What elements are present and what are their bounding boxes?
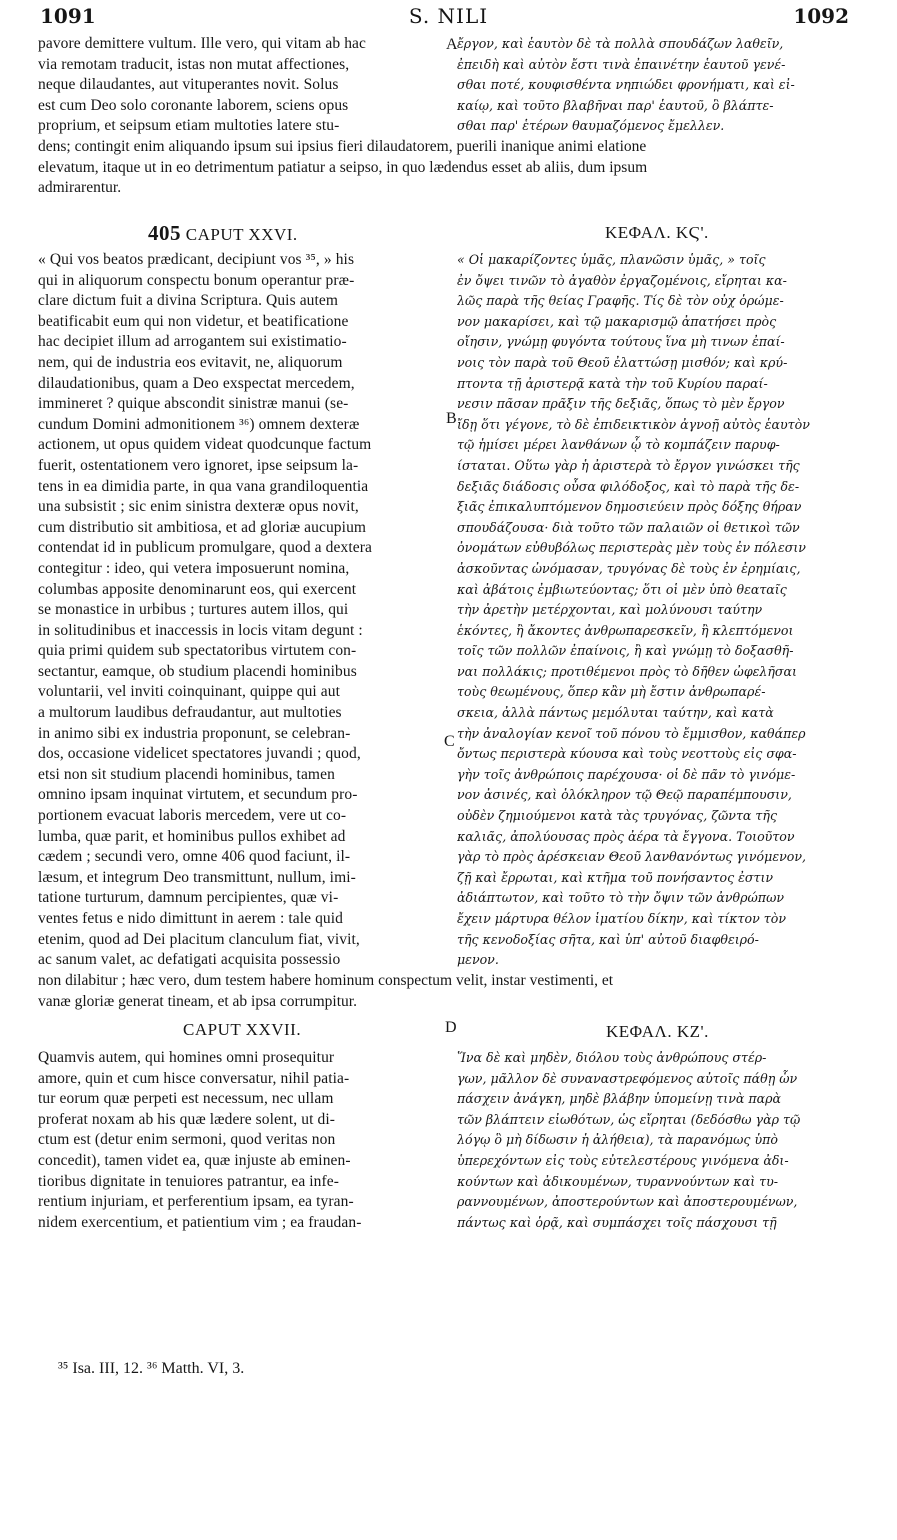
text-line: ἀσκοῦντας ὠνόμασαν, τρυγόνας δὲ τοὺς ἐν ἐρημίαις, [457,560,801,576]
text-line: dos, occasione videlicet spectatores juvandi ; quod, [38,745,361,763]
text-line: cum distributio sit ambitiosa, et ad gloriæ aucupium [38,518,367,536]
text-line: sectantur, eamque, ob studium placendi hominibus [38,662,357,680]
text-line: ctum est (detur enim sermoni, quod veritas non [38,1131,336,1149]
caput-26-latin-heading [148,221,298,246]
text-line: hac decipiet illum ad arrogantem sui existimatio- [38,333,347,351]
text-line: dilaudationibus, quam a Deo exspectat mercedem, [38,374,355,392]
greek-column-26 [457,250,862,971]
text-line: καίῳ, καὶ τοῦτο βλαβῆναι παρ' ἑαυτοῦ, ὃ βλάπτε- [457,97,774,113]
text-line: tioribus dignitate in tenuiores patrantur, ea infe- [38,1172,340,1190]
text-line: ac sanum valet, ac defatigati acquisita possessio [38,951,341,969]
text-line: concedit), tamen videt ea, quæ injuste ab eminen- [38,1151,351,1169]
text-line: cundum Domini admonitionem ³⁶) omnem dexteræ [38,415,360,433]
text-line: λόγῳ ὃ μὴ δίδωσιν ἡ ἀλήθεια), τὰ παρανόμως ὑπὸ [457,1132,778,1148]
text-line: læsum, et integrum Deo transmittunt, nullum, imi- [38,868,356,886]
text-line: etsi non sit studium placendi hominibus, tamen [38,765,335,783]
greek-column-top [457,34,862,137]
text-line: ναι πολλάκις; προτιθέμενοι πρὸς τὸ δῆθεν ὠφελῆσαι [457,663,797,679]
text-line: ἔχειν μάρτυρα θέλον ἱματίου δίκην, καὶ τίκτον τὸν [457,911,786,926]
text-line: ξιᾶς ἐπικαλυπτόμενον δημοσιεύειν πρὸς δόξης θήραν [457,499,802,515]
text-line: tur eorum quæ perpeti est necessum, nec ullam [38,1090,334,1108]
text-line: se monastice in urbibus ; turtures autem illos, qui [38,601,349,619]
text-line: τῷ ἡμίσει μέρει λανθάνων ᾧ τὸ κομπάζειν παρυφ- [457,437,780,453]
text-line: ventes fetus e nido dimittunt in aerem : tale quid [38,910,344,927]
text-line: portionem evacuat laboris mercedem, vere ut co- [38,807,347,825]
text-line: γων, μᾶλλον δὲ συναναστρεφόμενος αὐτοῖς πάθῃ ὧν [457,1070,798,1086]
latin-column-27 [38,1048,443,1233]
text-line: contegitur : ideo, qui vetera imposuerunt nomina, [38,559,350,577]
text-line: ζῇ καὶ ἔρρωται, καὶ κτῆμα τοῦ πονήσαντος ἐστιν [457,869,774,885]
footnotes: ³⁵ Isa. III, 12. ³⁶ Matth. VI, 3. [58,1360,245,1377]
latin-column-26 [38,250,443,971]
text-line: νοις τὸν παρὰ τοῦ Θεοῦ ἐλαττώσῃ μισθόν; καὶ κρύ- [457,354,788,370]
text-line: tatione turturum, damnum percipientes, quæ vi- [38,889,339,907]
text-line: neque dilaudantes, aut vituperantes novit. Solus [38,76,339,94]
caput-27-latin-title: CAPUT XXVII. [183,1020,302,1039]
text-line: ἐν ὄψει τινῶν τὸ ἀγαθὸν ἐργαζομένοις, εἴρηται κα- [457,272,787,288]
text-line: proferat noxam ab his quæ lædere solent, ut di- [38,1110,335,1128]
text-line: dens; contingit enim aliquando ipsum sui ipsius fieri dilaudatorem, puerili inanique animi elatione [38,138,647,155]
text-line: πάσχειν ἀνάγκη, μηδὲ βλάβην ὑπομείνῃ τινὰ παρὰ [457,1091,782,1107]
text-line: τοὺς θεωμένους, ὅπερ κἂν μὴ ἔστιν ἀνθρωπαρέ- [457,684,766,700]
text-line: Ἵνα δὲ καὶ μηδὲν, διόλου τοὺς ἀνθρώπους στέρ- [457,1050,767,1065]
text-line: νον μακαρίσει, καὶ τῷ μακαρισμῷ ἀπατήσει πρὸς [457,313,777,329]
text-line: proprium, et seipsum etiam multoties latere stu- [38,117,340,135]
text-line: ὑπερεχόντων εἰς τοὺς εὐτελεστέρους γινόμενα ἀδι- [457,1152,789,1168]
text-line: δεξιᾶς διάδοσις οὖσα φιλόδοξος, καὶ τὸ παρὰ τῆς δε- [457,478,800,494]
text-line: καλιᾶς, ἀπολύουσας πρὸς ἀέρα τὰ ἔγγονα. Τοιοῦτον [457,828,795,844]
text-line: tens in ea dimidia parte, in qua vana grandiloquentia [38,477,369,495]
text-line: ὀνομάτων εὐθυβόλως περιστερὰς μὲν τοὺς ἐν πόλεσιν [457,540,806,556]
text-line: clare dictum fuit a divina Scriptura. Quis autem [38,292,339,310]
text-line: ἔργον, καὶ ἑαυτὸν δὲ τὰ πολλὰ σπουδάζων λαθεῖν, [457,36,784,51]
text-line: in animo sibi ex industria proponunt, se celebran- [38,724,351,742]
margin-letter-d: D [445,1019,457,1036]
text-line: actionem, ut opus quidem videat quodcunque factum [38,436,372,454]
text-line: ίσταται. Οὕτω γὰρ ἡ ἀριστερὰ τὸ ἔργον γινώσκει τῆς [457,457,800,473]
text-line: amore, quin et cum hisce conversatur, nihil patia- [38,1069,350,1087]
caput-26-latin-title: CAPUT XXVI. [185,225,298,244]
page-number-left: 1091 [40,4,96,28]
text-line: ἐπειδὴ καὶ αὐτὸν ἔστι τινὰ ἐπαινέτην ἑαυτοῦ γενέ- [457,56,786,72]
text-line: τὴν ἀρετὴν μετέρχονται, καὶ μολύνουσι ταύτην [457,602,763,618]
text-line: πάντως καὶ ὁρᾷ, καὶ συμπάσχει τοῖς πάσχουσι τῇ [457,1214,777,1230]
text-line: τῆς κενοδοξίας σῆτα, καὶ ὑπ' αὐτοῦ διαφθειρό- [457,931,759,947]
text-line: σκεια, ἀλλὰ πάντως μεμόλυται ταύτην, καὶ κατὰ [457,705,774,721]
text-line: elevatum, itaque ut in eo detrimentum patiatur a seipso, in quo lædendus esset ab aliis, dum ipsum [38,158,648,176]
text-line: Quamvis autem, qui homines omni prosequitur [38,1049,335,1066]
text-line: ἴδῃ ὅτι γέγονε, τὸ δὲ ἐπιδεικτικὸν ἀγνοῇ αὐτὸς ἑαυτὸν [457,416,810,432]
text-line: rentium injuriam, et perferentium ipsam, ea tyran- [38,1193,354,1211]
text-line: cædem ; secundi vero, omne 406 quod faciunt, il- [38,848,351,866]
latin-column-top [38,34,443,137]
text-line: contendat id in publicum promulgare, quod a dextera [38,539,372,557]
text-line: una subsistit ; sic enim sinistra dexteræ opus novit, [38,498,359,516]
text-line: λῶς παρὰ τῆς θείας Γραφῆς. Τίς δὲ τὸν οὐχ ὁρώμε- [457,293,784,309]
text-line: ἑκόντες, ἢ ἄκοντες ἀνθρωπαρεσκεῖν, ἢ κλεπτόμενοι [457,622,794,638]
text-line: σθαι ποτέ, κουφισθέντα νηπιώδει φρονήματι, καὶ εἰ- [457,77,795,93]
text-line: σθαι παρ' ἑτέρων θαυμαζόμενος ἔμελλεν. [457,118,725,134]
text-line: νεσιν πᾶσαν πρᾶξιν τῆς δεξιᾶς, ὅπως τὸ μὲν ἔργον [457,396,785,412]
text-line: in solitudinibus et inaccessis in locis vitam degunt : [38,621,363,639]
text-line: ὄντως περιστερὰ κύουσα καὶ τοὺς νεοττοὺς εἰς σφα- [457,746,797,762]
margin-letter-b: B [446,410,457,427]
text-line: via remotam traducit, istas non mutat affectiones, [38,55,350,73]
text-line: vanæ gloriæ generat tineam, et ab ipsa corrumpitur. [38,992,357,1010]
text-line: non dilabitur ; hæc vero, dum testem habere hominum conspectum velit, instar vestimenti, et [38,972,614,989]
running-title: S. NILI [408,4,489,28]
text-line: ἀδιάπτωτον, καὶ τοῦτο τὸ τὴν ὄψιν τῶν ἀνθρώπων [457,890,785,906]
text-line: omnino ipsam inquinat virtutem, et secundum pro- [38,786,358,804]
margin-letter-c: C [444,733,455,750]
text-line: voluntarii, vel inviti coinquinant, quippe qui aut [38,683,341,701]
text-line: γὰρ τὸ πρὸς ἀρέσκειαν Θεοῦ λανθανόντως γινόμενον, [457,849,806,865]
text-line: τῶν βλάπτειν εἰωθότων, ὡς εἴρηται (δεδόσθω γὰρ τῷ [457,1111,801,1127]
text-line: « Qui vos beatos prædicant, decipiunt vos ³⁵, » his [38,251,355,268]
text-line: fuerit, ostentationem vero ignoret, ipse seipsum la- [38,456,359,474]
caput-26-greek-title: ΚΕΦΑΛ. ΚϚ'. [605,223,709,242]
text-line: κούντων καὶ ἀδικουμένων, τυραννούντων καὶ τυ- [457,1173,779,1189]
text-line: lumba, quæ parit, et hominibus pullos exhibet ad [38,827,346,845]
text-line: etenim, quod ad Dei placitum clanculum fiat, vivit, [38,930,360,948]
text-line: οὐδὲν ζημιούμενοι κατὰ τὰς τρυγόνας, ζῶντα τῆς [457,808,778,824]
text-line: qui in aliquorum conspectu bonum operantur præ- [38,271,355,289]
text-line: immineret ? quique abscondit sinistræ manui (se- [38,395,349,413]
text-line: ραννουμένων, ἀποστερούντων καὶ ἀποστερουμένων, [457,1194,798,1210]
text-line: nidem exercentium, et patientium vim ; ea fraudan- [38,1213,362,1231]
page-number-right: 1092 [793,4,849,28]
text-line: quia primi quidem sub spectatoribus virtutem con- [38,642,357,660]
text-line: καὶ ἀβάτοις ἐμβιωτεύοντας; ὅτι οἱ μὲν ὑπὸ θεαταῖς [457,581,787,597]
text-line: columbas apposite denominarunt eos, qui exercent [38,580,357,598]
text-line: a multorum laudibus defraudantur, aut multoties [38,704,342,722]
text-line: « Οἱ μακαρίζοντες ὑμᾶς, πλανῶσιν ὑμᾶς, » τοῖς [457,252,766,267]
text-line: γὴν τοῖς ἀνθρώποις παρέχουσα· οἱ δὲ πᾶν τὸ γινόμε- [457,766,796,782]
text-line: est cum Deo solo coronante laborem, sciens opus [38,96,349,114]
text-line: μενον. [457,952,499,968]
margin-letter-a: A [446,36,458,53]
text-line: nem, qui de industria eos evitavit, ne, aliquorum [38,353,343,371]
text-line: beatificabit eum qui non videtur, et beatificatione [38,312,349,330]
text-line: τὴν ἀναλογίαν κενοῖ τοῦ πόνου τὸ ἔμμισθον, καθάπερ [457,725,806,741]
caput-27-greek-title: ΚΕΦΑΛ. ΚΖ'. [606,1022,709,1041]
page-marker-405: 405 [148,221,181,245]
text-line: νον ἀσινές, καὶ ὁλόκληρον τῷ Θεῷ παραπέμπουσιν, [457,787,792,803]
text-line: admirarentur. [38,179,122,197]
text-line: σπουδάζουσα· διὰ τοῦτο τῶν παλαιῶν οἱ θετικοὶ τῶν [457,519,800,535]
text-line: πτοντα τῇ ἀριστερᾷ κατὰ τὴν τοῦ Κυρίου παραί- [457,375,768,391]
greek-column-27 [457,1048,862,1233]
text-line: οἴησιν, γνώμῃ φυγόντα τούτους ἵνα μὴ τινων ἐπαί- [457,334,785,350]
text-line: τοῖς τῶν πολλῶν ἐπαίνοις, ἢ καὶ γνώμῃ τὸ δοξασθῆ- [457,643,794,659]
text-line: pavore demittere vultum. Ille vero, qui vitam ab hac [38,35,367,52]
